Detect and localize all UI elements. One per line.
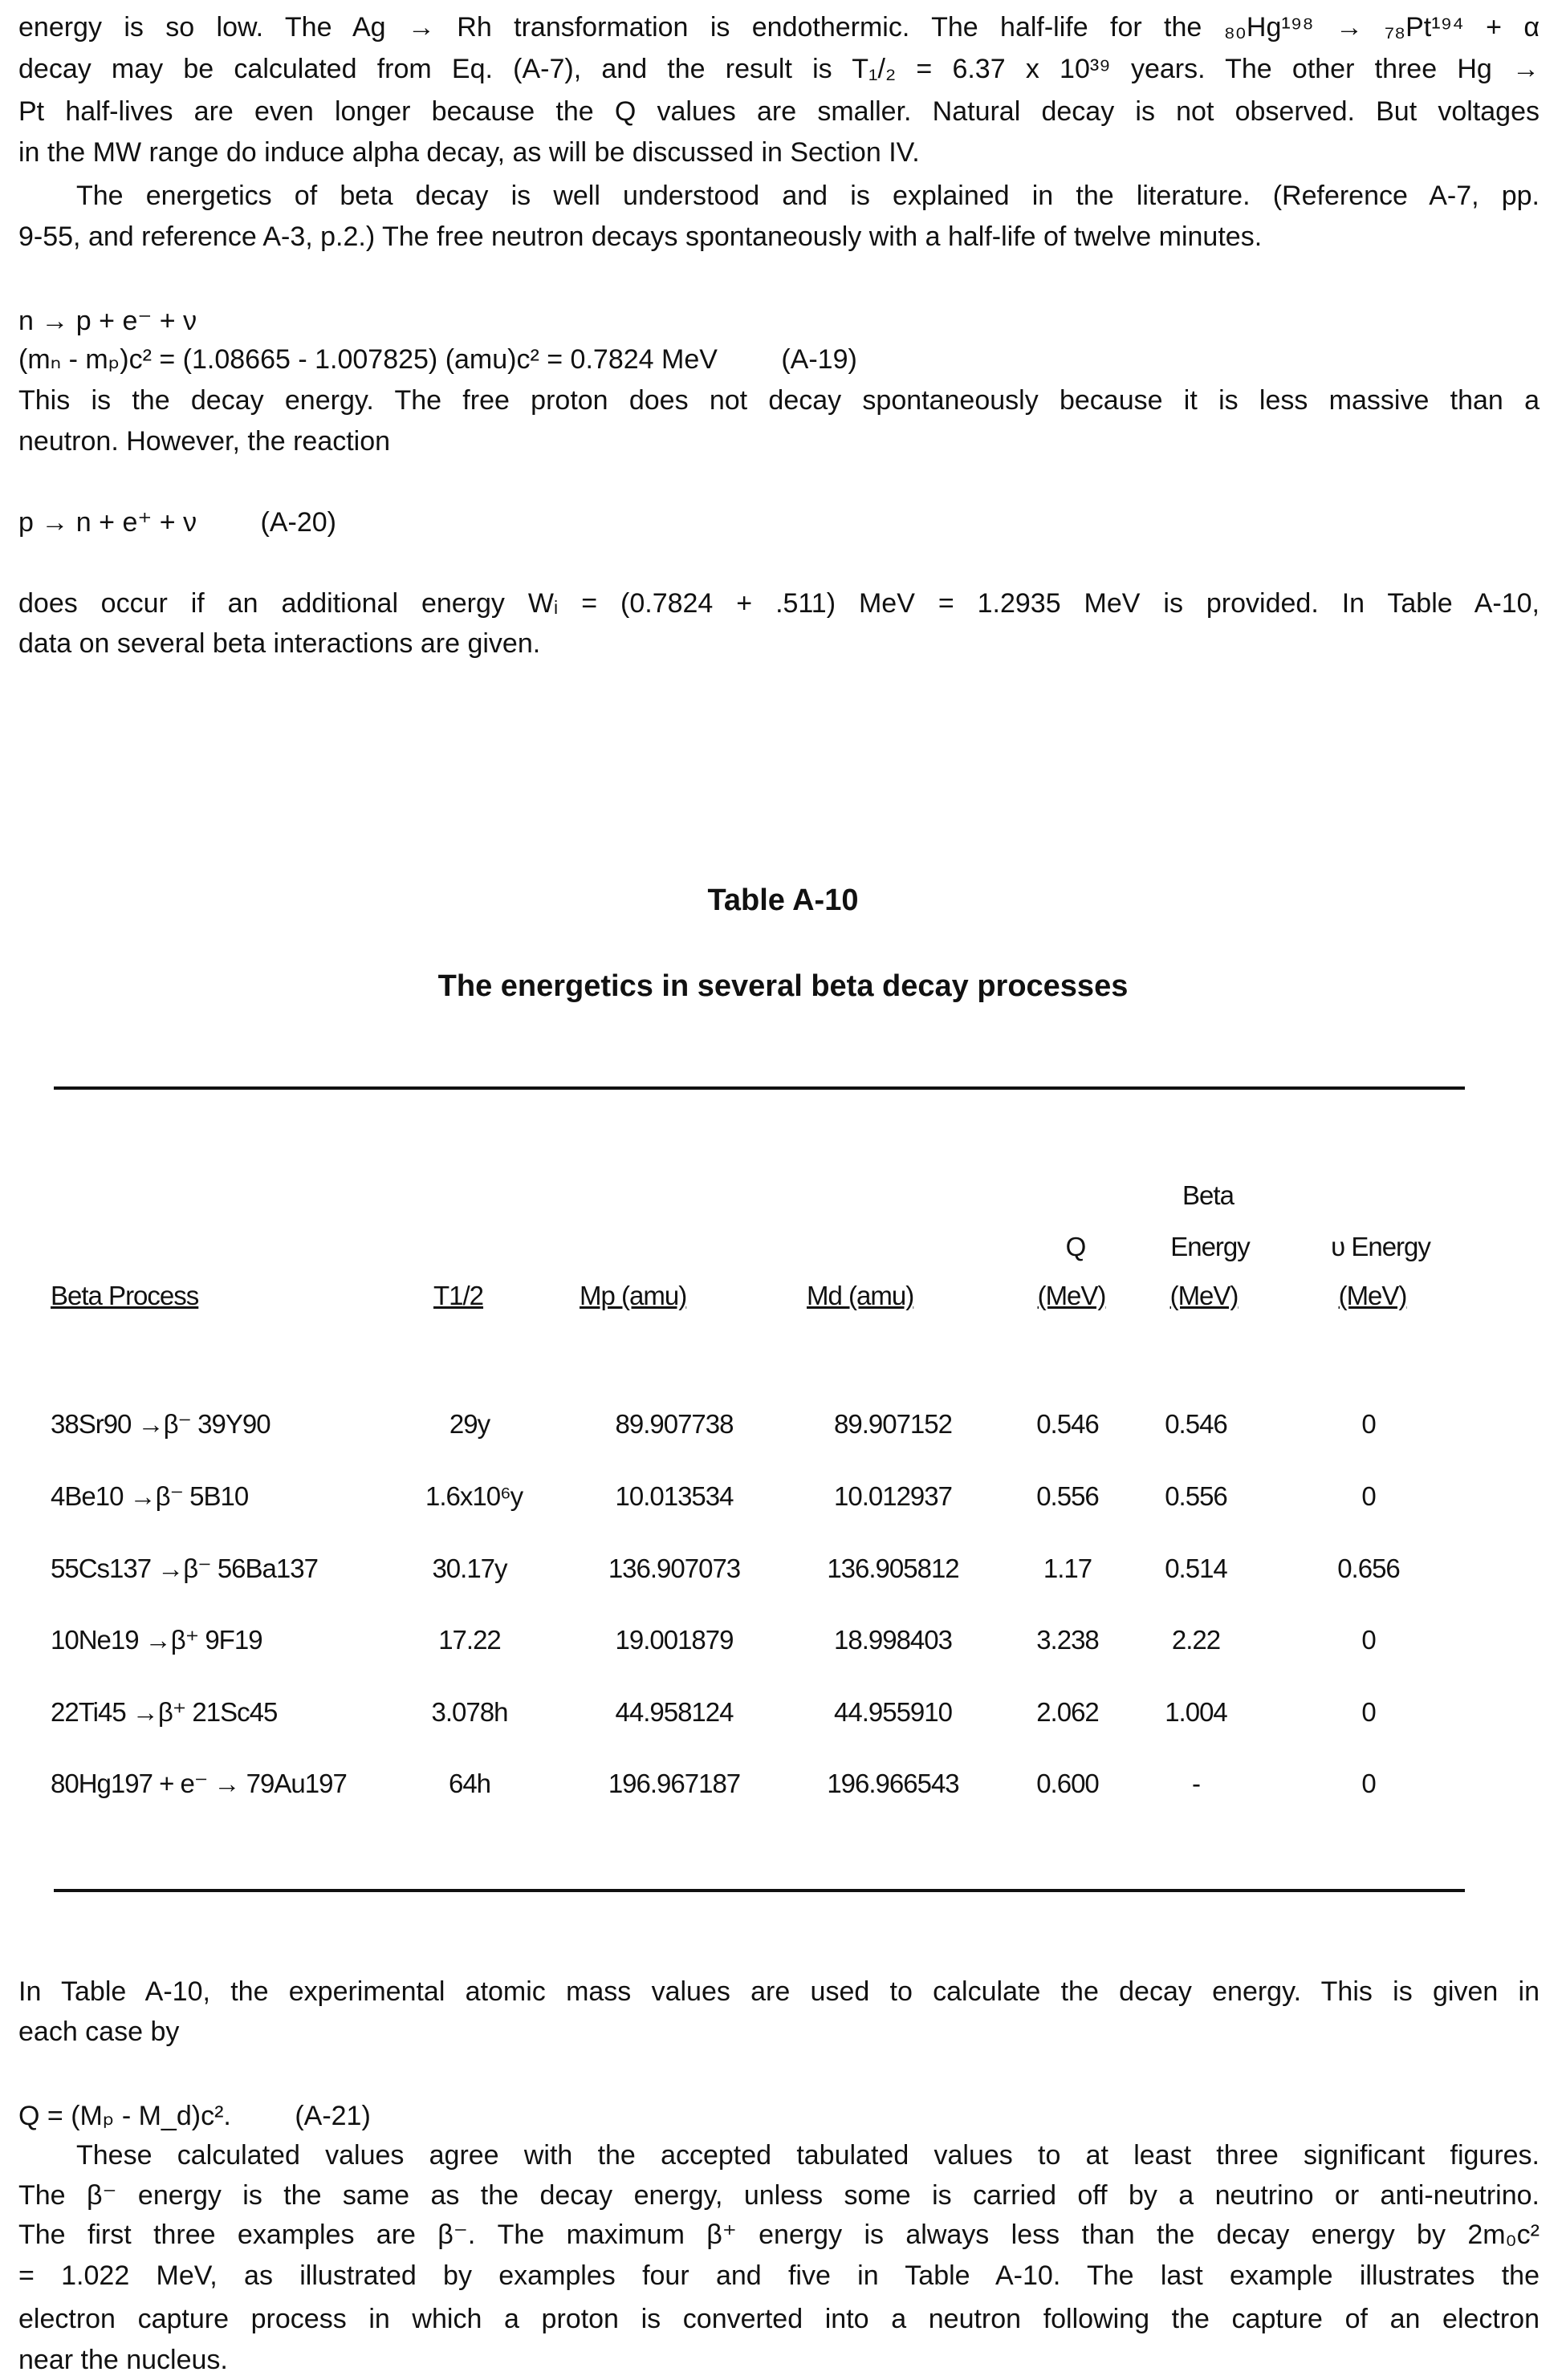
cell-md: 10.012937 xyxy=(807,1476,979,1517)
cell-mp: 196.967187 xyxy=(594,1764,755,1804)
text-line: neutron. However, the reaction xyxy=(18,421,1540,461)
cell-mp: 136.907073 xyxy=(594,1549,755,1589)
cell-beta-energy: - xyxy=(1148,1764,1244,1804)
text-line: each case by xyxy=(18,2012,1540,2052)
cell-md: 18.998403 xyxy=(807,1620,979,1660)
header-nu-top: υ Energy xyxy=(1300,1227,1461,1267)
cell-beta-energy: 2.22 xyxy=(1148,1620,1244,1660)
cell-process: 22Ti45 →β⁺ 21Sc45 xyxy=(51,1692,277,1732)
cell-mp: 89.907738 xyxy=(594,1404,755,1444)
text-line: in the MW range do induce alpha decay, as will be discussed in Section IV. xyxy=(18,132,1540,173)
cell-process: 80Hg197 + e⁻ → 79Au197 xyxy=(51,1764,347,1804)
equation-a20 xyxy=(18,502,1540,542)
cell-mp: 10.013534 xyxy=(594,1476,755,1517)
cell-half-life: 1.6x10⁶y xyxy=(425,1476,514,1517)
equation-text: (mₙ - mₚ)c² = (1.08665 - 1.007825) (amu)c² = 0.7824 MeV xyxy=(18,344,718,375)
cell-process: 38Sr90 →β⁻ 39Y90 xyxy=(51,1404,270,1444)
cell-nu-energy: 0 xyxy=(1316,1764,1421,1804)
cell-nu-energy: 0 xyxy=(1316,1620,1421,1660)
cell-nu-energy: 0 xyxy=(1316,1692,1421,1732)
cell-half-life: 64h xyxy=(425,1764,514,1804)
text-line: near the nucleus. xyxy=(18,2340,1540,2380)
text-line: does occur if an additional energy Wᵢ = (0.7824 + .511) MeV = 1.2935 MeV is provided. In Table A-10, xyxy=(18,583,1540,623)
equation-text: p → n + e⁺ + ν xyxy=(18,507,197,538)
equation-a21 xyxy=(18,2096,1540,2136)
cell-mp: 44.958124 xyxy=(594,1692,755,1732)
cell-beta-energy: 1.004 xyxy=(1148,1692,1244,1732)
cell-nu-energy: 0 xyxy=(1316,1404,1421,1444)
cell-nu-energy: 0.656 xyxy=(1316,1549,1421,1589)
text-line: The β⁻ energy is the same as the decay energy, unless some is carried off by a neutrino or anti-neutrino. xyxy=(18,2175,1540,2216)
equation-label: (A-19) xyxy=(781,344,856,375)
header-md: Md (amu) xyxy=(807,1276,913,1316)
equation-a19 xyxy=(18,339,1540,380)
equation-label: (A-20) xyxy=(261,507,336,538)
cell-beta-energy: 0.546 xyxy=(1148,1404,1244,1444)
cell-mp: 19.001879 xyxy=(594,1620,755,1660)
cell-md: 44.955910 xyxy=(807,1692,979,1732)
table-bottom-rule xyxy=(54,1889,1465,1892)
cell-md: 196.966543 xyxy=(807,1764,979,1804)
header-beta-mid: Energy xyxy=(1156,1227,1264,1267)
text-line: The energetics of beta decay is well understood and is explained in the literature. (Reference A-7, pp. xyxy=(76,176,1540,216)
equation-text: Q = (Mₚ - M_d)c². xyxy=(18,2101,231,2131)
table-title: Table A-10 xyxy=(0,880,1566,920)
equation-neutron-decay: n → p + e⁻ + ν xyxy=(18,301,1540,341)
header-half-life: T1/2 xyxy=(433,1276,483,1316)
cell-half-life: 17.22 xyxy=(425,1620,514,1660)
header-beta-top: Beta xyxy=(1160,1176,1256,1216)
cell-half-life: 30.17y xyxy=(425,1549,514,1589)
text-line: = 1.022 MeV, as illustrated by examples four and five in Table A-10. The last example illustrates the xyxy=(18,2256,1540,2296)
cell-q: 1.17 xyxy=(1019,1549,1116,1589)
cell-nu-energy: 0 xyxy=(1316,1476,1421,1517)
equation-label: (A-21) xyxy=(295,2101,370,2131)
text-line: decay may be calculated from Eq. (A-7), and the result is T₁/₂ = 6.37 x 10³⁹ years. The other three Hg → xyxy=(18,49,1540,89)
text-line: In Table A-10, the experimental atomic mass values are used to calculate the decay energy. This is given in xyxy=(18,1972,1540,2012)
cell-md: 136.905812 xyxy=(807,1549,979,1589)
cell-half-life: 3.078h xyxy=(425,1692,514,1732)
header-beta-unit: (MeV) xyxy=(1148,1276,1260,1316)
cell-q: 3.238 xyxy=(1019,1620,1116,1660)
cell-q: 0.556 xyxy=(1019,1476,1116,1517)
cell-q: 0.600 xyxy=(1019,1764,1116,1804)
text-line: These calculated values agree with the accepted tabulated values to at least three significant figures. xyxy=(76,2135,1540,2175)
text-line: energy is so low. The Ag → Rh transformation is endothermic. The half-life for the ₈₀Hg¹⁹⁸ → ₇₈Pt¹⁹⁴ + α xyxy=(18,7,1540,47)
cell-q: 2.062 xyxy=(1019,1692,1116,1732)
table-top-rule xyxy=(54,1086,1465,1090)
header-q-top: Q xyxy=(1039,1227,1112,1267)
header-nu-unit: (MeV) xyxy=(1316,1276,1429,1316)
cell-process: 4Be10 →β⁻ 5B10 xyxy=(51,1476,248,1517)
cell-beta-energy: 0.556 xyxy=(1148,1476,1244,1517)
header-q-unit: (MeV) xyxy=(1015,1276,1128,1316)
text-line: Pt half-lives are even longer because the Q values are smaller. Natural decay is not observed. But voltages xyxy=(18,91,1540,132)
cell-beta-energy: 0.514 xyxy=(1148,1549,1244,1589)
cell-md: 89.907152 xyxy=(807,1404,979,1444)
table-subtitle: The energetics in several beta decay processes xyxy=(0,966,1566,1006)
text-line: This is the decay energy. The free proton does not decay spontaneously because it is less massive than a xyxy=(18,380,1540,420)
cell-process: 10Ne19 →β⁺ 9F19 xyxy=(51,1620,262,1660)
text-line: data on several beta interactions are given. xyxy=(18,623,1540,664)
cell-process: 55Cs137 →β⁻ 56Ba137 xyxy=(51,1549,318,1589)
text-line: 9-55, and reference A-3, p.2.) The free neutron decays spontaneously with a half-life of twelve minutes. xyxy=(18,217,1540,257)
text-line: electron capture process in which a proton is converted into a neutron following the capture of an electron xyxy=(18,2299,1540,2339)
cell-q: 0.546 xyxy=(1019,1404,1116,1444)
text-line: The first three examples are β⁻. The maximum β⁺ energy is always less than the decay energy by 2m₀c² xyxy=(18,2215,1540,2255)
header-mp: Mp (amu) xyxy=(580,1276,686,1316)
cell-half-life: 29y xyxy=(425,1404,514,1444)
header-beta-process: Beta Process xyxy=(51,1276,198,1316)
